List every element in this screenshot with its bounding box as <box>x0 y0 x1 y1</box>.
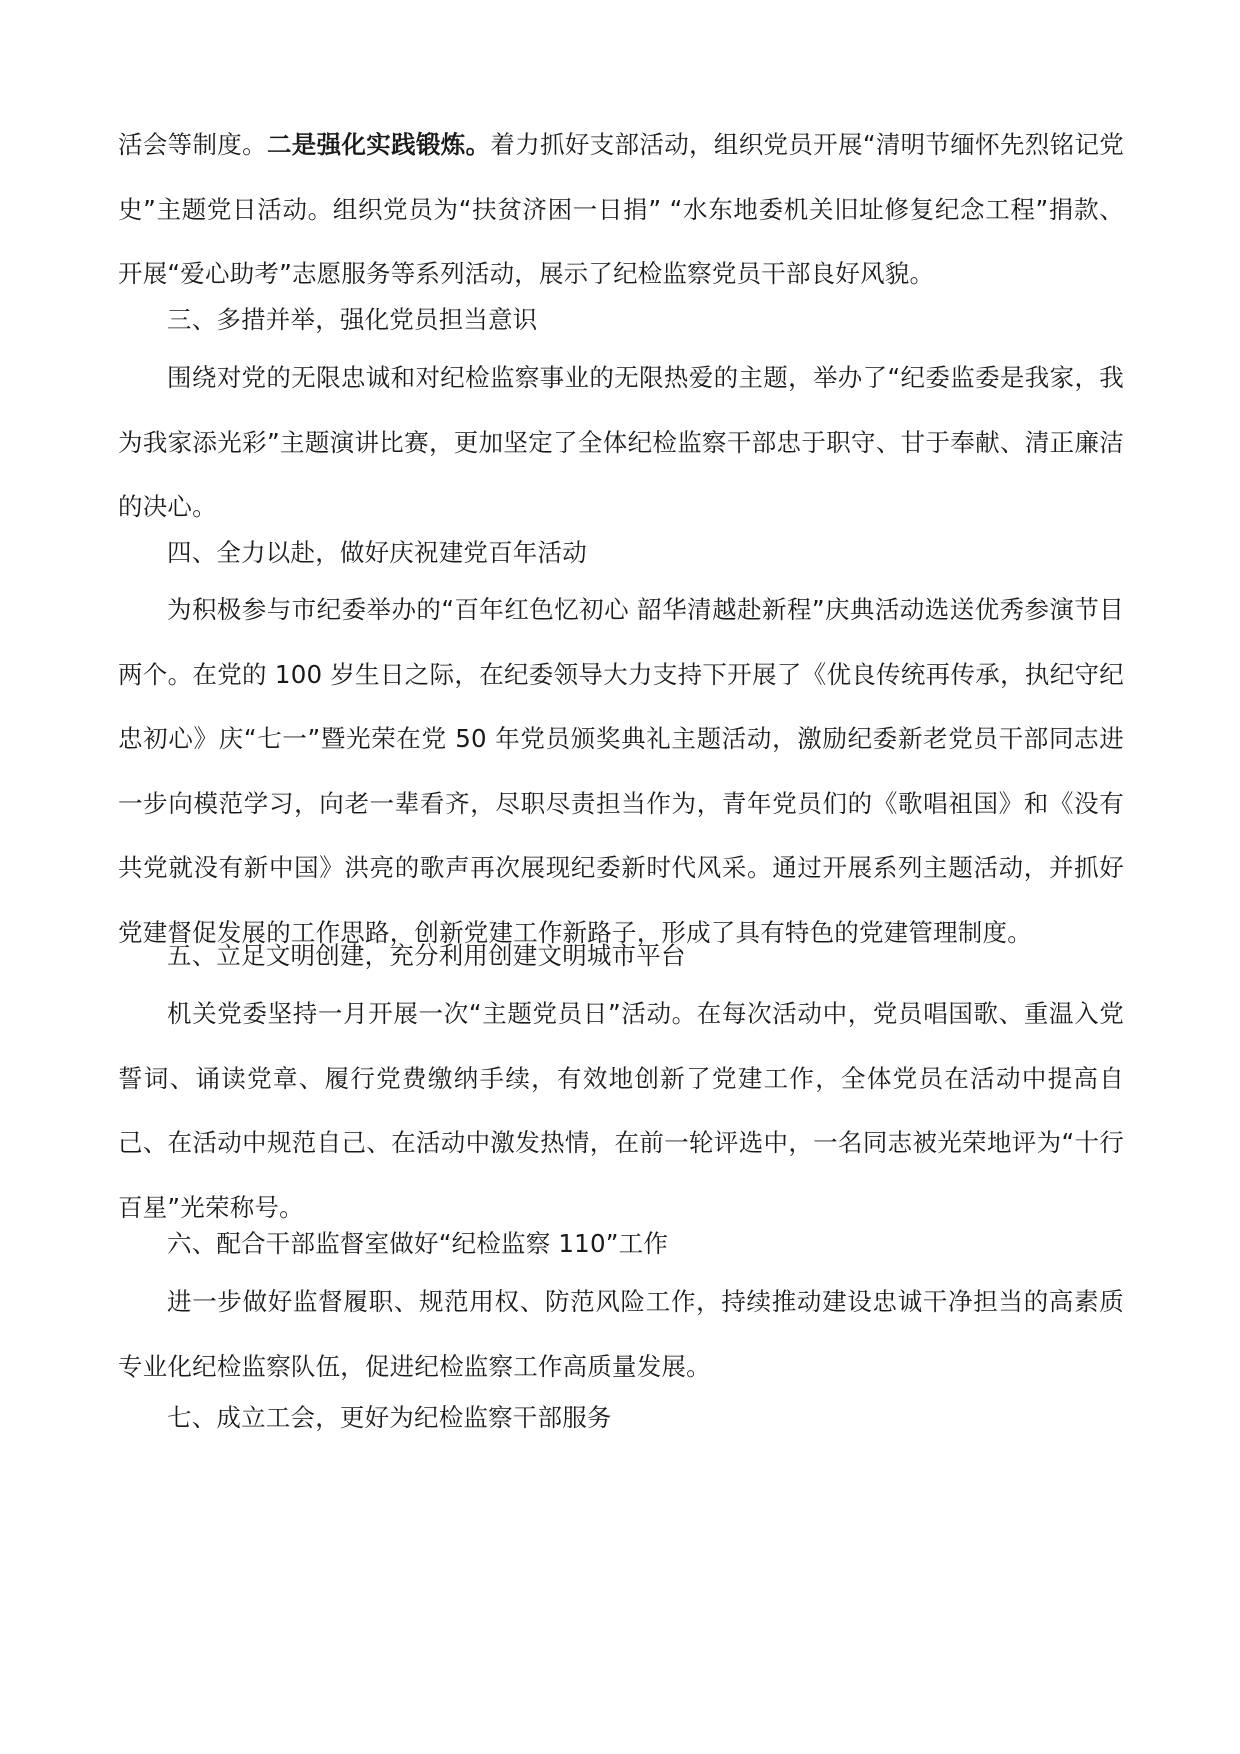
paragraph-text: 活会等制度。 <box>118 130 267 159</box>
paragraph-practice-training <box>118 113 1124 307</box>
paragraph-speech-contest: 围绕对党的无限忠诚和对纪检监察事业的无限热爱的主题，举办了“纪委监委是我家，我为我家添光彩”主题演讲比赛，更加坚定了全体纪检监察干部忠于职守、甘于奉献、清正廉洁的决心。 <box>118 363 1124 521</box>
section-heading-4: 四、全力以赴，做好庆祝建党百年活动 <box>167 538 587 567</box>
paragraph-text: 着力抓好支部活动，组织党员开展“清明节缅怀先烈铭记党史”主题党日活动。组织党员为“扶贫济困一日捐” “水东地委机关旧址修复纪念工程”捐款、开展“爱心助考”志愿服务等系列活动，展示了纪检监察党员干部良好风貌。 <box>118 130 1124 288</box>
section-heading-3: 三、多措并举，强化党员担当意识 <box>167 305 538 334</box>
section-heading-5: 五、立足文明创建，充分利用创建文明城市平台 <box>167 941 686 970</box>
paragraph-centenary: 为积极参与市纪委举办的“百年红色忆初心 韶华清越赴新程”庆典活动选送优秀参演节目两个。在党的 100 岁生日之际，在纪委领导大力支持下开展了《优良传统再传承，执纪守纪忠初心》庆“七一”暨光荣在党 50 年党员颁奖典礼主题活动，激励纪委新老党员干部同志进一步向模范学习，向老一辈看齐，尽职尽责担当作为，青年党员们的《歌唱祖国》和《没有共党就没有新中国》洪亮的歌声再次展现纪委新时代风采。通过开展系列主题活动，并抓好党建督促发展的工作思路，创新党建工作新路子，形成了具有特色的党建管理制度。 <box>118 595 1124 947</box>
bold-subheading: 二是强化实践锻炼。 <box>266 130 491 159</box>
section-heading-7: 七、成立工会，更好为纪检监察干部服务 <box>167 1403 612 1432</box>
section-heading-6: 六、配合干部监督室做好“纪检监察 110”工作 <box>167 1229 669 1258</box>
paragraph-civilization: 机关党委坚持一月开展一次“主题党员日”活动。在每次活动中，党员唱国歌、重温入党誓词、诵读党章、履行党费缴纳手续，有效地创新了党建工作，全体党员在活动中提高自己、在活动中规范自己、在活动中激发热情，在前一轮评选中，一名同志被光荣地评为“十行百星”光荣称号。 <box>118 999 1124 1222</box>
paragraph-supervision: 进一步做好监督履职、规范用权、防范风险工作，持续推动建设忠诚干净担当的高素质专业化纪检监察队伍，促进纪检监察工作高质量发展。 <box>118 1287 1124 1381</box>
